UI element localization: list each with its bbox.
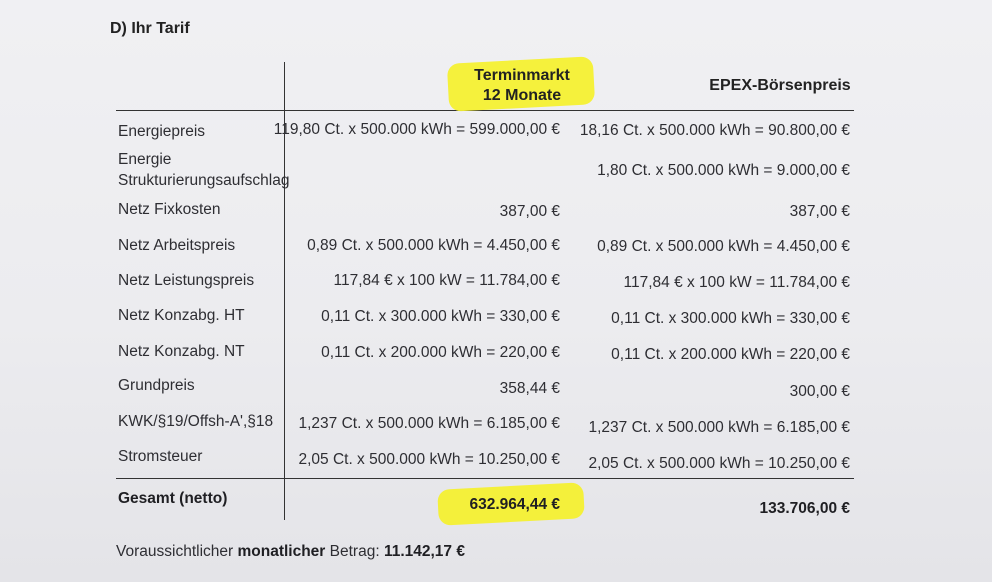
cell-epex-netz-leistungspreis: 117,84 € x 100 kW = 11.784,00 € bbox=[623, 274, 850, 291]
header-terminmarkt-line2: 12 Monate bbox=[482, 87, 562, 104]
cell-termin-netz-arbeitspreis: 0,89 Ct. x 500.000 kWh = 4.450,00 € bbox=[307, 237, 560, 254]
total-termin: 632.964,44 € bbox=[469, 496, 560, 513]
header-terminmarkt bbox=[452, 66, 592, 106]
row-label-netz-konzabg-nt: Netz Konzabg. NT bbox=[118, 343, 245, 360]
cell-termin-grundpreis: 358,44 € bbox=[499, 380, 560, 397]
section-title: D) Ihr Tarif bbox=[110, 20, 190, 37]
footer-prefix: Voraussichtlicher bbox=[116, 543, 238, 560]
row-label-stromsteuer: Stromsteuer bbox=[118, 448, 203, 465]
cell-termin-netz-fixkosten: 387,00 € bbox=[499, 203, 560, 220]
header-terminmarkt-line1: Terminmarkt bbox=[474, 67, 570, 84]
row-label-kwk: KWK/§19/Offsh-A',§18 bbox=[118, 413, 274, 430]
total-epex: 133.706,00 € bbox=[759, 500, 850, 517]
total-label: Gesamt (netto) bbox=[118, 490, 228, 507]
cell-epex-stromsteuer: 2,05 Ct. x 500.000 kWh = 10.250,00 € bbox=[588, 455, 850, 472]
cell-epex-kwk: 1,237 Ct. x 500.000 kWh = 6.185,00 € bbox=[588, 419, 850, 436]
monthly-amount-note bbox=[116, 543, 465, 561]
row-label-netz-arbeitspreis: Netz Arbeitspreis bbox=[118, 237, 236, 254]
cell-termin-netz-konzabg-ht: 0,11 Ct. x 300.000 kWh = 330,00 € bbox=[321, 308, 560, 325]
cell-epex-netz-fixkosten: 387,00 € bbox=[789, 203, 850, 220]
footer-middle: Betrag: bbox=[325, 543, 384, 560]
footer-emphasis: monatlicher bbox=[237, 543, 326, 560]
cell-termin-energiepreis: 119,80 Ct. x 500.000 kWh = 599.000,00 € bbox=[273, 121, 560, 138]
header-epex: EPEX-Börsenpreis bbox=[709, 77, 851, 94]
row-label-netz-konzabg-ht: Netz Konzabg. HT bbox=[118, 307, 245, 324]
cell-epex-strukturierung: 1,80 Ct. x 500.000 kWh = 9.000,00 € bbox=[597, 162, 850, 179]
cell-epex-netz-konzabg-nt: 0,11 Ct. x 200.000 kWh = 220,00 € bbox=[611, 346, 850, 363]
cell-epex-energiepreis: 18,16 Ct. x 500.000 kWh = 90.800,00 € bbox=[579, 122, 850, 139]
row-label-energiepreis: Energiepreis bbox=[118, 123, 206, 140]
row-label-strukturierung bbox=[118, 149, 289, 191]
cell-termin-netz-leistungspreis: 117,84 € x 100 kW = 11.784,00 € bbox=[333, 272, 560, 289]
cell-epex-grundpreis: 300,00 € bbox=[789, 383, 850, 400]
total-divider bbox=[116, 478, 854, 479]
header-divider bbox=[116, 110, 854, 111]
cell-termin-netz-konzabg-nt: 0,11 Ct. x 200.000 kWh = 220,00 € bbox=[321, 344, 560, 361]
row-label-strukturierung-line1: Energie bbox=[118, 151, 172, 168]
row-label-strukturierung-line2: Strukturierungsaufschlag bbox=[118, 172, 290, 189]
footer-amount: 11.142,17 € bbox=[383, 543, 465, 560]
cell-epex-netz-arbeitspreis: 0,89 Ct. x 500.000 kWh = 4.450,00 € bbox=[597, 238, 850, 255]
row-label-grundpreis: Grundpreis bbox=[118, 377, 195, 394]
cell-termin-stromsteuer: 2,05 Ct. x 500.000 kWh = 10.250,00 € bbox=[298, 451, 560, 468]
row-label-netz-leistungspreis: Netz Leistungspreis bbox=[118, 272, 255, 289]
row-label-netz-fixkosten: Netz Fixkosten bbox=[118, 201, 221, 218]
cell-epex-netz-konzabg-ht: 0,11 Ct. x 300.000 kWh = 330,00 € bbox=[611, 310, 850, 327]
cell-termin-kwk: 1,237 Ct. x 500.000 kWh = 6.185,00 € bbox=[298, 415, 560, 432]
